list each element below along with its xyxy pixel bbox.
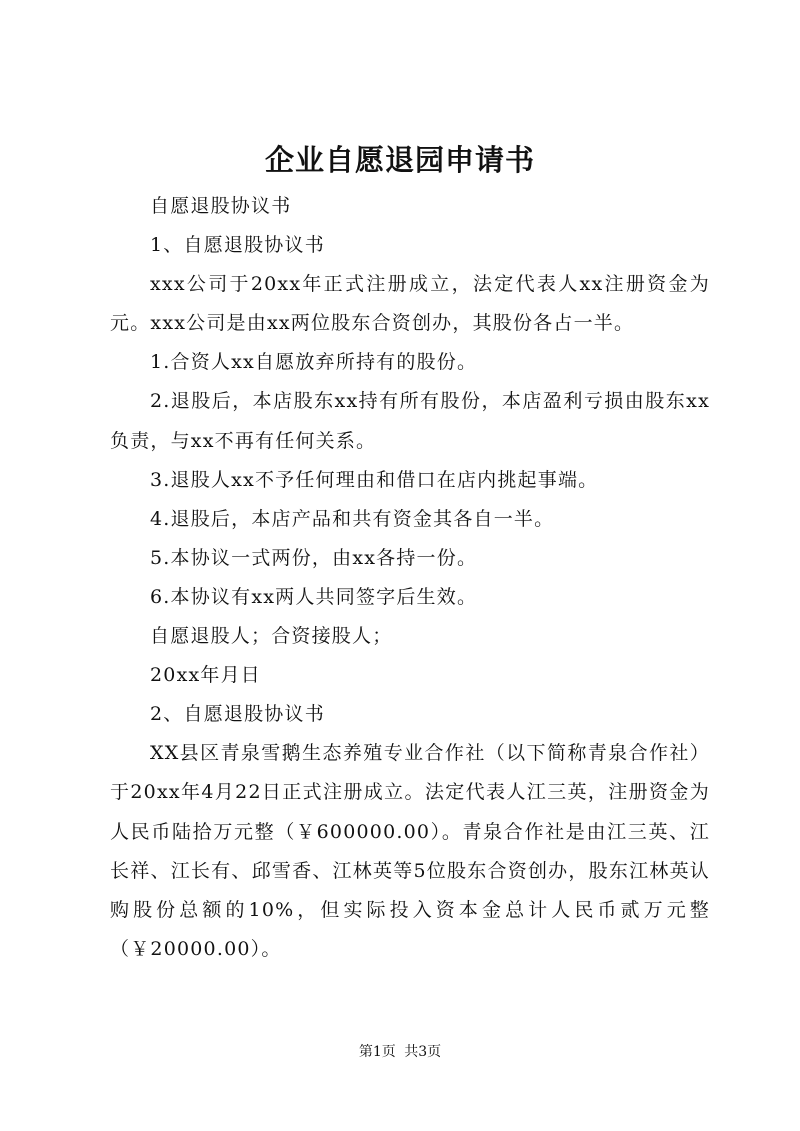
paragraph-9: 6.本协议有xx两人共同签字后生效。 — [150, 585, 478, 608]
paragraph-2: 1、自愿退股协议书 — [150, 234, 325, 257]
paragraph-5: 2.退股后，本店股东xx持有所有股份，本店盈利亏损由股东xx负责，与xx不再有任何关系。 — [110, 390, 710, 452]
paragraph-10: 自愿退股人；合资接股人； — [150, 625, 393, 648]
paragraph-4: 1.合资人xx自愿放弃所持有的股份。 — [150, 351, 478, 374]
paragraph-11: 20xx年月日 — [150, 664, 262, 687]
document-title: 企业自愿退园申请书 — [264, 143, 535, 177]
document-body — [110, 187, 710, 969]
paragraph-3: xxx公司于20xx年正式注册成立，法定代表人xx注册资金为元。xxx公司是由xx两位股东合资创办，其股份各占一半。 — [110, 273, 710, 335]
paragraph-7: 4.退股后，本店产品和共有资金其各自一半。 — [150, 507, 555, 530]
paragraph-6: 3.退股人xx不予任何理由和借口在店内挑起事端。 — [150, 468, 599, 491]
paragraph-8: 5.本协议一式两份，由xx各持一份。 — [150, 546, 478, 569]
paragraph-1: 自愿退股协议书 — [150, 195, 292, 217]
paragraph-12: 2、自愿退股协议书 — [150, 703, 325, 726]
page-footer: 第1页 共3页 — [358, 1044, 442, 1060]
paragraph-13: XX县区青泉雪鹅生态养殖专业合作社（以下简称青泉合作社）于20xx年4月22日正式注册成立。法定代表人江三英，注册资金为人民币陆拾万元整（￥600000.00）。青泉合作社是由江三英、江长祥、江长有、邱雪香、江林英等5位股东合资创办，股东江林英认购股份总额的10%，但实际投入资本金总计人民币贰万元整（￥20000.00）。 — [110, 742, 710, 960]
